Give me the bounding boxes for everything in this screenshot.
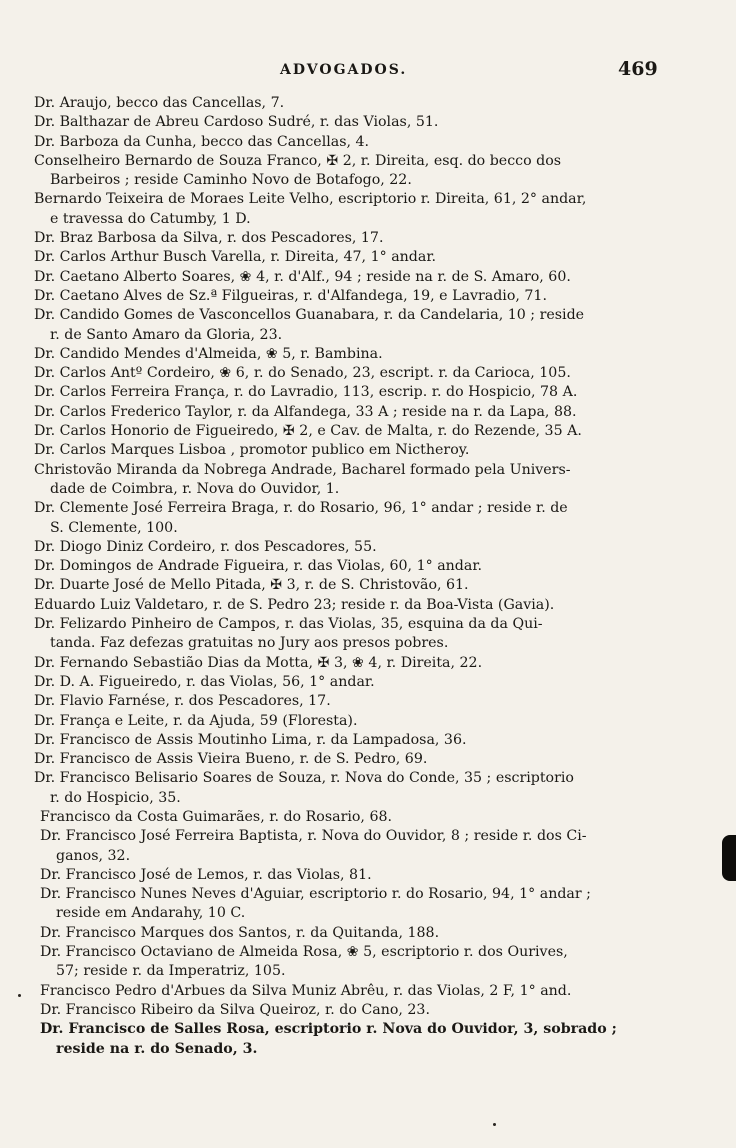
entry-line: Dr. Carlos Marques Lisboa , promotor publico em Nictheroy. [34, 442, 470, 459]
entry-figueiredo [34, 673, 670, 692]
entry-felizardo [34, 615, 670, 654]
entry-line: Dr. Felizardo Pinheiro de Campos, r. das Violas, 35, esquina da da Qui- [34, 616, 543, 633]
entry-francisco-octaviano [34, 943, 670, 982]
entry-eduardo [34, 596, 670, 615]
entry-line: Dr. Carlos Ferreira França, r. do Lavradio, 113, escrip. r. do Hospicio, 78 A. [34, 384, 578, 401]
entry-line: Dr. Flavio Farnése, r. dos Pescadores, 17. [34, 693, 331, 710]
entry-line: Dr. Diogo Diniz Cordeiro, r. dos Pescadores, 55. [34, 538, 377, 555]
running-title: ADVOGADOS. [280, 62, 408, 78]
entry-braz [34, 229, 670, 248]
entry-francisco-marques [34, 924, 670, 943]
ink-blot-mark [722, 835, 736, 881]
entry-carlos-honorio [34, 422, 670, 441]
entry-line: Dr. Francisco de Salles Rosa, escriptorio r. Nova do Ouvidor, 3, sobrado ; [40, 1021, 617, 1038]
entry-caetano-soares [34, 268, 670, 287]
entry-continuation: 57; reside r. da Imperatriz, 105. [56, 963, 286, 980]
entry-clemente [34, 499, 670, 538]
entry-line: Dr. Candido Gomes de Vasconcellos Guanabara, r. da Candelaria, 10 ; reside [34, 307, 585, 324]
entry-continuation: r. do Hospicio, 35. [50, 789, 181, 806]
entry-barboza [34, 133, 670, 152]
entry-line: Dr. Francisco de Assis Vieira Bueno, r. de S. Pedro, 69. [34, 751, 428, 768]
entry-line: Dr. Carlos Honorio de Figueiredo, ✠ 2, e Cav. de Malta, r. do Rezende, 35 A. [34, 423, 582, 440]
entry-line: Francisco da Costa Guimarães, r. do Rosario, 68. [40, 808, 393, 825]
entry-carlos-cordeiro [34, 364, 670, 383]
entry-continuation: r. de Santo Amaro da Gloria, 23. [50, 326, 283, 343]
entry-line: Dr. Francisco Ribeiro da Silva Queiroz, r. do Cano, 23. [40, 1001, 430, 1018]
entry-caetano-alves [34, 287, 670, 306]
entry-line: Dr. Francisco José Ferreira Baptista, r. Nova do Ouvidor, 8 ; reside r. dos Ci- [40, 828, 587, 845]
entry-line: Dr. Fernando Sebastião Dias da Motta, ✠ 3, ❀ 4, r. Direita, 22. [34, 654, 483, 671]
entry-francisco-salles [34, 1020, 670, 1059]
entry-line: Dr. Caetano Alves de Sz.ª Filgueiras, r. d'Alfandega, 19, e Lavradio, 71. [34, 287, 547, 304]
entry-line: Dr. Carlos Frederico Taylor, r. da Alfandega, 33 A ; reside na r. da Lapa, 88. [34, 403, 577, 420]
entry-line: Dr. Candido Mendes d'Almeida, ❀ 5, r. Bambina. [34, 345, 383, 362]
entry-candido-mendes [34, 345, 670, 364]
margin-speck [493, 1123, 496, 1126]
entry-line: Dr. Duarte José de Mello Pitada, ✠ 3, r. de S. Christovão, 61. [34, 577, 469, 594]
entry-domingos [34, 557, 670, 576]
entry-line: Dr. Carlos Arthur Busch Varella, r. Direita, 47, 1° andar. [34, 249, 437, 266]
entry-line: Conselheiro Bernardo de Souza Franco, ✠ 2, r. Direita, esq. do becco dos [34, 152, 562, 169]
entry-carlos-lisboa [34, 441, 670, 460]
entry-balthazar [34, 113, 670, 132]
entry-line: Dr. Francisco José de Lemos, r. das Violas, 81. [40, 866, 372, 883]
entry-diogo [34, 538, 670, 557]
entry-duarte [34, 576, 670, 595]
entry-carlos-franca [34, 383, 670, 402]
entry-franca-leite [34, 712, 670, 731]
entry-continuation: ganos, 32. [56, 847, 131, 864]
entry-line: Dr. Caetano Alberto Soares, ❀ 4, r. d'Alf., 94 ; reside na r. de S. Amaro, 60. [34, 268, 571, 285]
entry-line: Dr. Braz Barbosa da Silva, r. dos Pescadores, 17. [34, 230, 384, 247]
entry-line: Christovão Miranda da Nobrega Andrade, Bacharel formado pela Univers- [34, 461, 571, 478]
entry-line: Dr. Domingos de Andrade Figueira, r. das Violas, 60, 1° andar. [34, 558, 483, 575]
entry-line: Eduardo Luiz Valdetaro, r. de S. Pedro 23; reside r. da Boa-Vista (Gavia). [34, 596, 555, 613]
entry-flavio [34, 692, 670, 711]
entry-line: Dr. Araujo, becco das Cancellas, 7. [34, 95, 285, 111]
entry-continuation: reside na r. do Senado, 3. [56, 1040, 258, 1057]
entry-francisco-moutinho [34, 731, 670, 750]
entry-line: Dr. Balthazar de Abreu Cardoso Sudré, r. das Violas, 51. [34, 114, 439, 131]
entry-francisco-pedro [34, 982, 670, 1001]
entry-francisco-belisario [34, 769, 670, 808]
entry-continuation: reside em Andarahy, 10 C. [56, 905, 246, 922]
entry-line: Bernardo Teixeira de Moraes Leite Velho, escriptorio r. Direita, 61, 2° andar, [34, 191, 587, 208]
entry-continuation: tanda. Faz defezas gratuitas no Jury aos presos pobres. [50, 635, 449, 652]
entry-line: Dr. Francisco Marques dos Santos, r. da Quitanda, 188. [40, 924, 440, 941]
entry-line: Dr. Francisco de Assis Moutinho Lima, r. da Lampadosa, 36. [34, 731, 467, 748]
entry-line: Dr. Francisco Nunes Neves d'Aguiar, escriptorio r. do Rosario, 94, 1° andar ; [40, 886, 591, 903]
entry-bernardo-franco [34, 152, 670, 191]
entry-araujo [34, 94, 670, 113]
entry-francisco-aguiar [34, 885, 670, 924]
entry-line: Dr. França e Leite, r. da Ajuda, 59 (Floresta). [34, 712, 358, 729]
entry-line: Dr. Clemente José Ferreira Braga, r. do Rosario, 96, 1° andar ; reside r. de [34, 500, 568, 517]
entry-francisco-vieira [34, 750, 670, 769]
entry-line: Dr. Francisco Belisario Soares de Souza, r. Nova do Conde, 35 ; escriptorio [34, 770, 574, 787]
entry-francisco-lemos [34, 866, 670, 885]
margin-speck [18, 994, 21, 997]
entry-francisco-ribeiro [34, 1001, 670, 1020]
entry-line: Dr. Francisco Octaviano de Almeida Rosa, ❀ 5, escriptorio r. dos Ourives, [40, 944, 568, 961]
page-header [0, 58, 736, 86]
entry-carlos-taylor [34, 403, 670, 422]
entry-bernardo-teixeira [34, 190, 670, 229]
entry-line: Dr. Carlos Antº Cordeiro, ❀ 6, r. do Senado, 23, escript. r. da Carioca, 105. [34, 365, 571, 382]
entry-fernando [34, 654, 670, 673]
entry-continuation: dade de Coimbra, r. Nova do Ouvidor, 1. [50, 480, 340, 497]
entry-line: Francisco Pedro d'Arbues da Silva Muniz Abrêu, r. das Violas, 2 F, 1° and. [40, 982, 572, 999]
entry-carlos-arthur [34, 248, 670, 267]
lawyer-directory-list [34, 94, 670, 1059]
entry-francisco-baptista [34, 827, 670, 866]
entry-continuation: e travessa do Catumby, 1 D. [50, 210, 251, 227]
entry-line: Dr. Barboza da Cunha, becco das Cancellas, 4. [34, 133, 370, 150]
entry-francisco-guimaraes [34, 808, 670, 827]
entry-christovao [34, 461, 670, 500]
page-number: 469 [618, 58, 658, 80]
entry-continuation: Barbeiros ; reside Caminho Novo de Botafogo, 22. [50, 172, 412, 189]
entry-continuation: S. Clemente, 100. [50, 519, 178, 536]
entry-candido-gomes [34, 306, 670, 345]
entry-line: Dr. D. A. Figueiredo, r. das Violas, 56, 1° andar. [34, 673, 375, 690]
